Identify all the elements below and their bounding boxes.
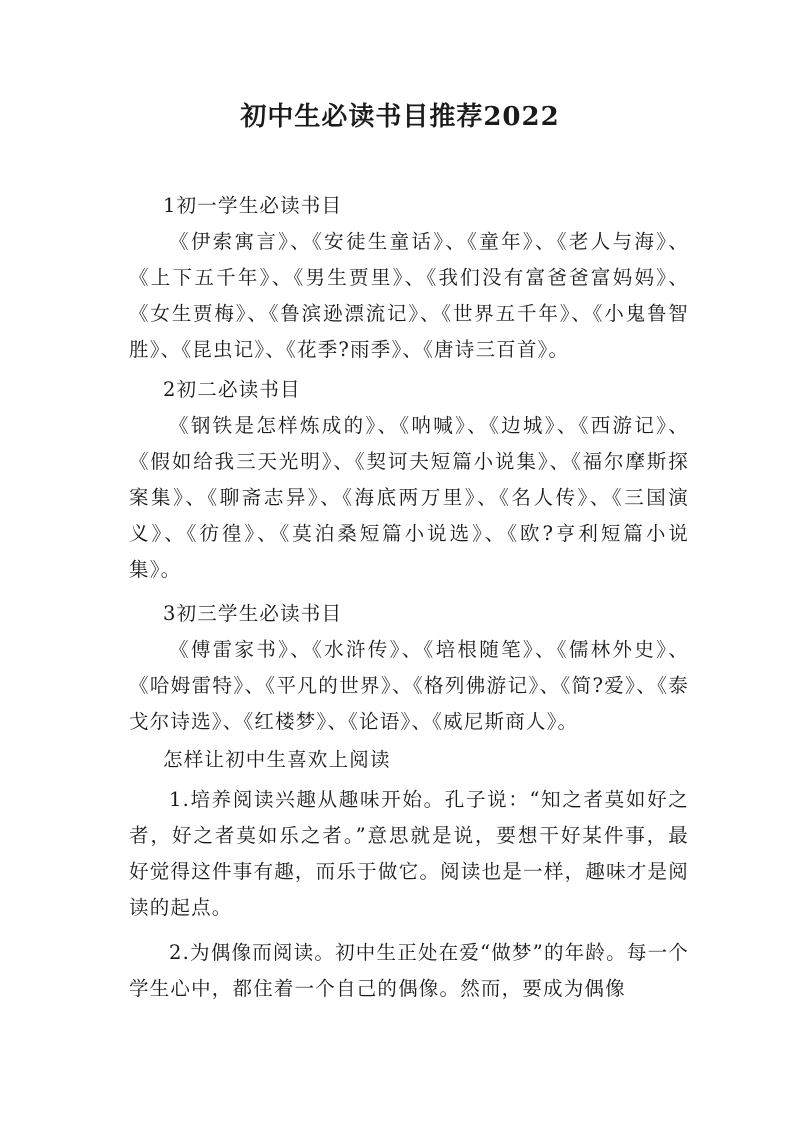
section-booklist-grade-1: 《伊索寓言》、《安徒生童话》、《童年》、《老人与海》、《上下五千年》、《男生贾里》、《我们没有富爸爸富妈妈》、《女生贾梅》、《鲁滨逊漂流记》、《世界五千年》、《小鬼鲁智胜》、《昆虫记》、《花季?雨季》、《唐诗三百首》。	[129, 230, 689, 361]
reading-point-1: 1.培养阅读兴趣从趣味开始。孔子说：“知之者莫如好之者，好之者莫如乐之者。”意思就是说，要想干好某件事，最好觉得这件事有趣，而乐于做它。阅读也是一样，趣味才是阅读的起点。	[129, 788, 689, 919]
section-heading-grade-3: 3初三学生必读书目	[163, 602, 343, 625]
reading-point-2: 2.为偶像而阅读。初中生正处在爱“做梦”的年龄。每一个学生心中，都住着一个自己的偶像。然而，要成为偶像	[129, 941, 689, 1000]
section-heading-grade-2: 2初二必读书目	[163, 378, 301, 401]
section-heading-grade-1: 1初一学生必读书目	[163, 194, 343, 217]
reading-heading: 怎样让初中生喜欢上阅读	[163, 748, 391, 771]
section-booklist-grade-2: 《钢铁是怎样炼成的》、《呐喊》、《边城》、《西游记》、《假如给我三天光明》、《契诃夫短篇小说集》、《福尔摩斯探案集》、《聊斋志异》、《海底两万里》、《名人传》、《三国演义》、《彷徨》、《莫泊桑短篇小说选》、《欧?亨利短篇小说集》。	[129, 414, 689, 581]
document-title: 初中生必读书目推荐2022	[240, 102, 560, 132]
section-booklist-grade-3: 《傅雷家书》、《水浒传》、《培根随笔》、《儒林外史》、《哈姆雷特》、《平凡的世界》、《格列佛游记》、《简?爱》、《泰戈尔诗选》、《红楼梦》、《论语》、《威尼斯商人》。	[129, 638, 689, 733]
